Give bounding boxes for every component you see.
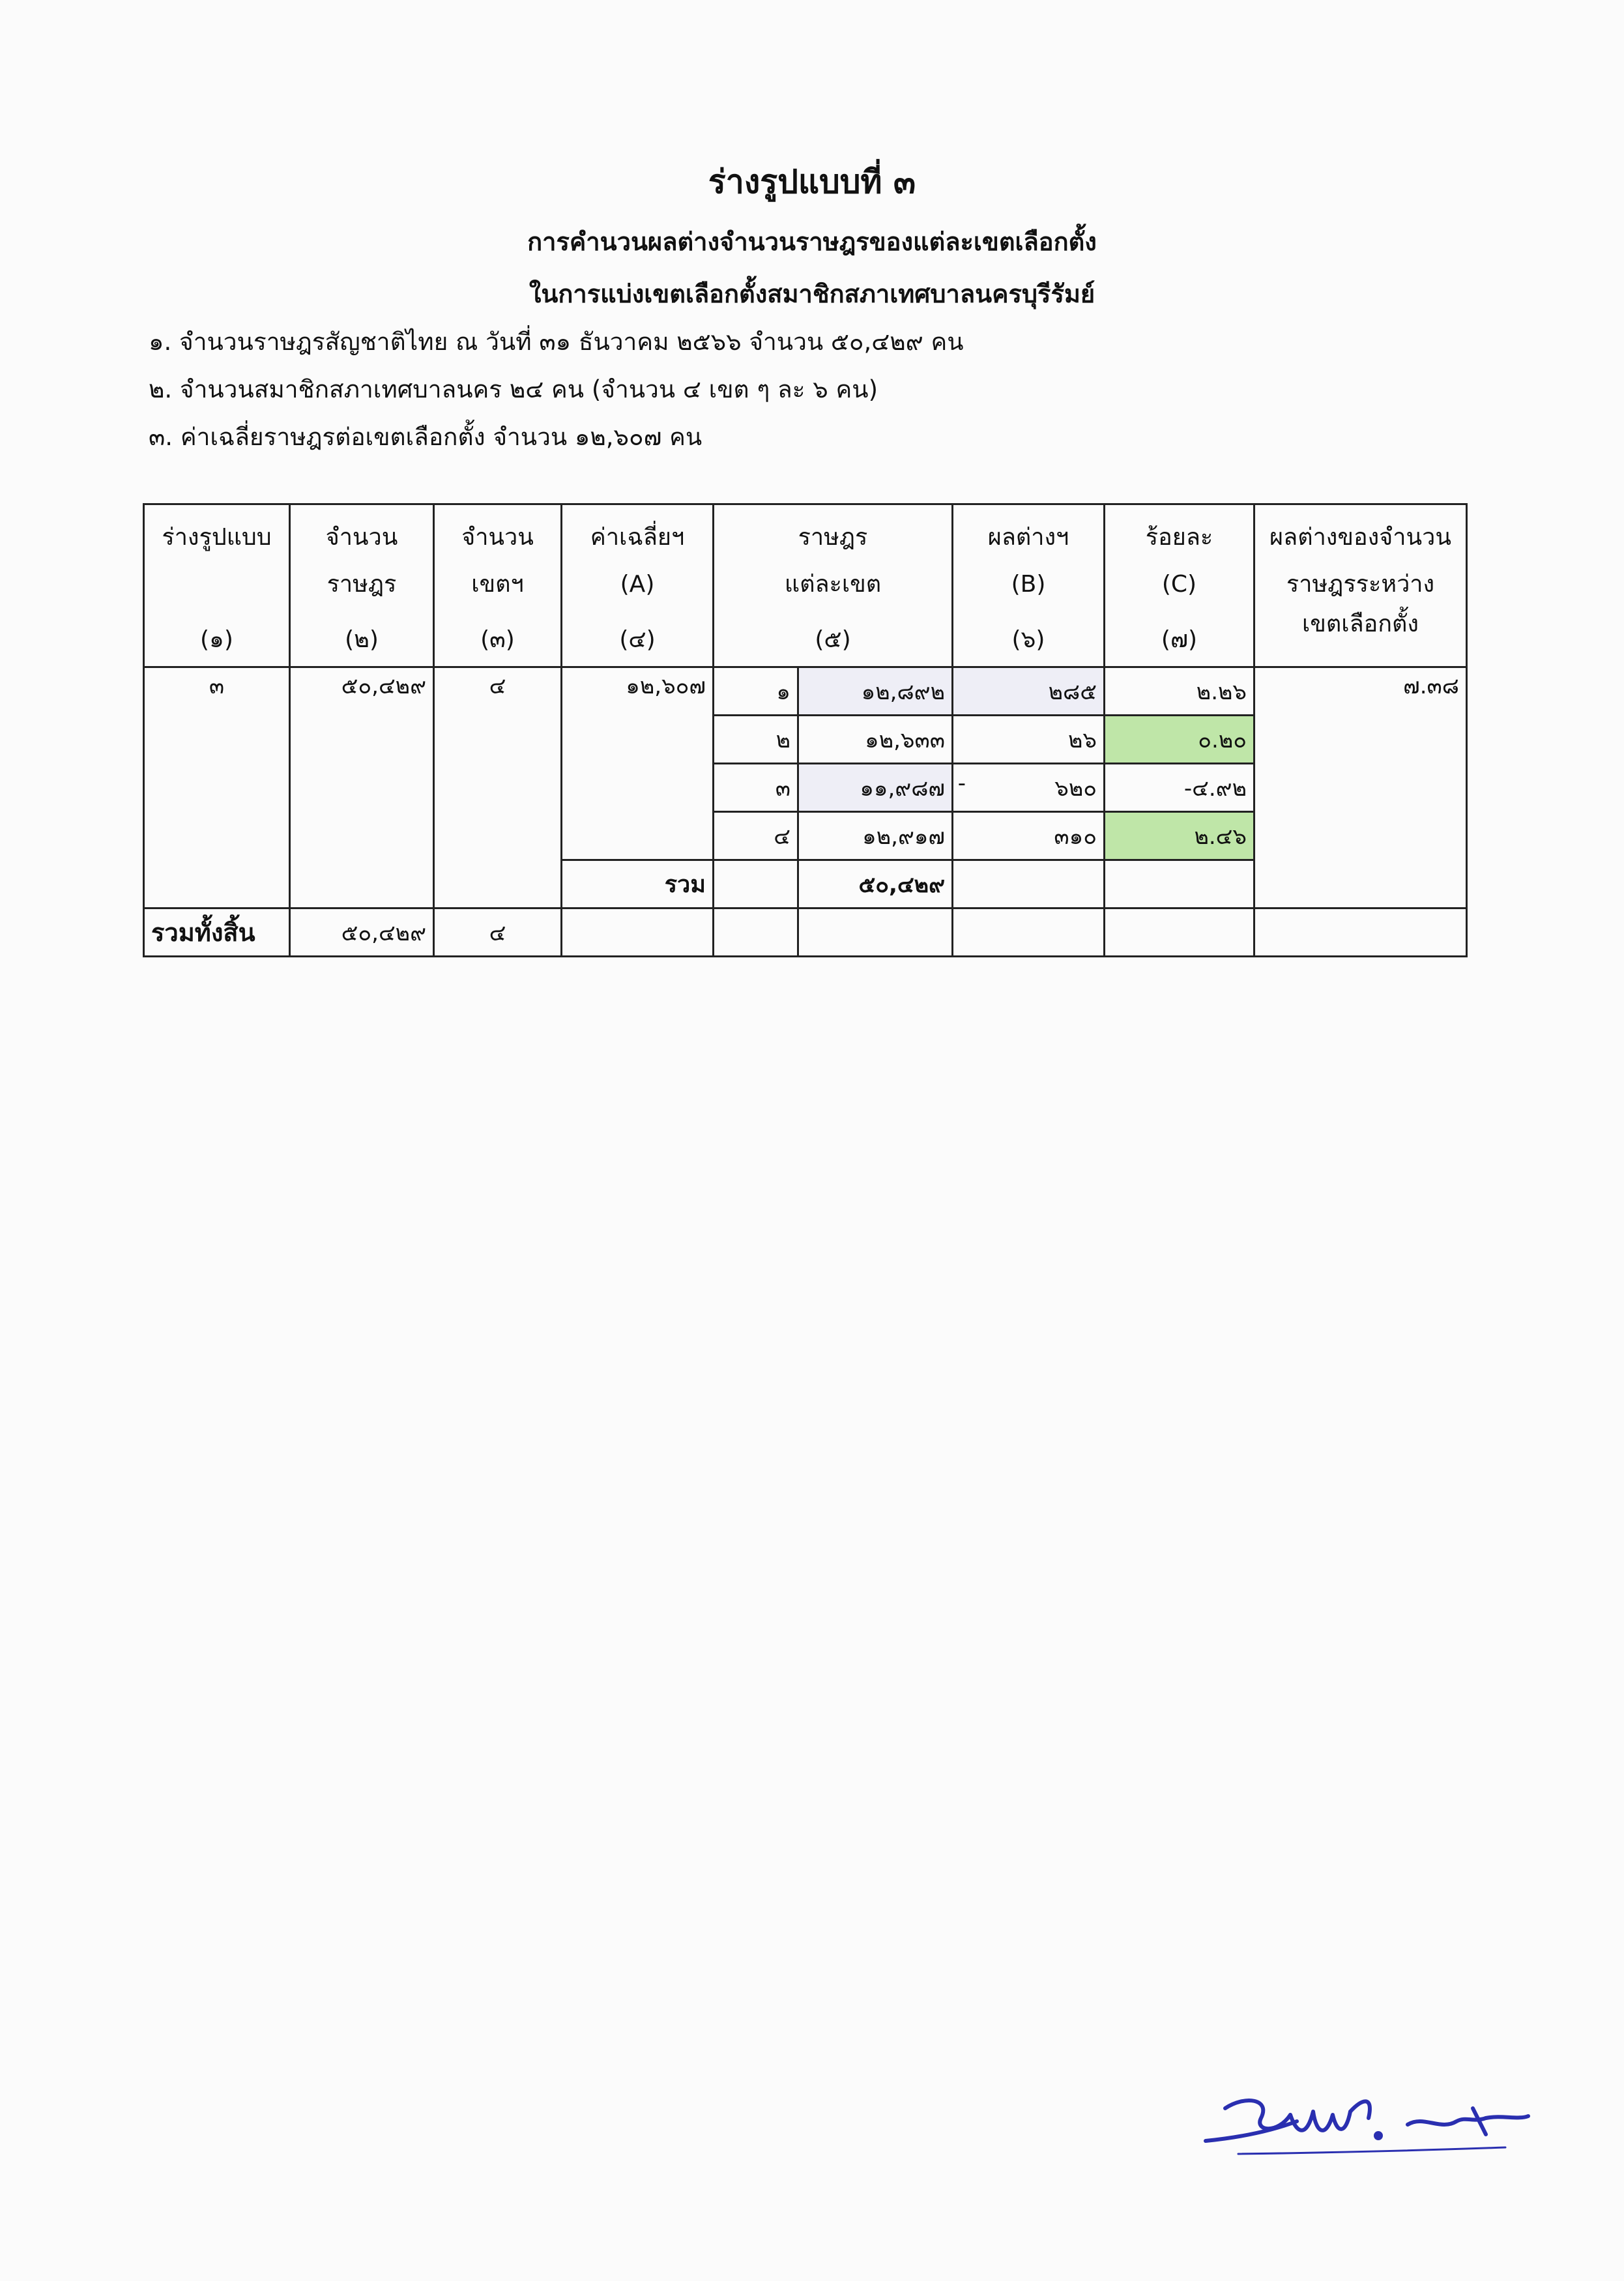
table-row (144, 667, 1467, 716)
sum-label: รวม (562, 860, 714, 908)
document-subtitle-1: การคำนวนผลต่างจำนวนราษฎรของแต่ละเขตเลือกตั้ง (527, 227, 1097, 256)
cell-district-population: ๑๒,๙๑๗ (798, 812, 953, 860)
table-header-row (144, 504, 1467, 667)
handwritten-signature (1199, 2069, 1538, 2167)
header-diff-between-line2: ราษฎรระหว่าง (1286, 571, 1435, 598)
header-population-num: (๒) (345, 626, 379, 653)
cell-empty (714, 860, 798, 908)
header-district-population-line1: ราษฎร (798, 524, 868, 551)
header-form-num: (๑) (200, 626, 233, 653)
info-line-population: ๑. จำนวนราษฎรสัญชาติไทย ณ วันที่ ๓๑ ธันวาคม ๒๕๖๖ จำนวน ๕๐,๔๒๙ คน (149, 328, 964, 356)
cell-district-population: ๑๒,๘๙๒ (798, 667, 953, 716)
cell-empty (562, 908, 714, 957)
cell-districts: ๔ (434, 667, 562, 908)
cell-percent: -๔.๙๒ (1105, 764, 1254, 812)
total-districts: ๔ (434, 908, 562, 957)
header-district-population-num: (๕) (815, 626, 851, 653)
header-average-num: (๔) (619, 626, 656, 653)
header-districts-num: (๓) (480, 626, 515, 653)
total-population: ๕๐,๔๒๙ (290, 908, 434, 957)
header-districts-line2: เขตฯ (471, 571, 524, 598)
header-districts-line1: จำนวน (461, 524, 534, 551)
header-difference (953, 504, 1105, 667)
cell-empty (714, 908, 798, 957)
cell-percent: ๒.๒๖ (1105, 667, 1254, 716)
header-difference-num: (๖) (1011, 626, 1045, 653)
cell-difference: ๒๘๕ (953, 667, 1105, 716)
header-average (562, 504, 714, 667)
cell-form: ๓ (144, 667, 290, 908)
district-population-value: ๑๑,๙๘๗ (860, 775, 945, 802)
header-diff-between (1254, 504, 1467, 667)
document-title: ร่างรูปแบบที่ ๓ (708, 163, 916, 201)
cell-district-no: ๑ (714, 667, 798, 716)
cell-average: ๑๒,๖๐๗ (562, 667, 714, 860)
cell-district-population: ๑๒,๖๓๓ (798, 716, 953, 764)
cell-difference: ๖๒๐ (953, 764, 1105, 812)
cell-difference: ๓๑๐ (953, 812, 1105, 860)
header-form (144, 504, 290, 667)
total-label: รวมทั้งสิ้น (144, 908, 290, 957)
header-population-line1: จำนวน (325, 524, 398, 551)
calculation-table (143, 503, 1468, 957)
cell-empty (1105, 908, 1254, 957)
header-population (290, 504, 434, 667)
header-form-label: ร่างรูปแบบ (162, 524, 272, 551)
header-district-population (714, 504, 953, 667)
cell-district-no: ๒ (714, 716, 798, 764)
cell-empty (1105, 860, 1254, 908)
header-diff-between-line1: ผลต่างของจำนวน (1269, 524, 1451, 551)
info-line-members: ๒. จำนวนสมาชิกสภาเทศบาลนคร ๒๔ คน (จำนวน ๔ เขต ๆ ละ ๖ คน) (149, 375, 878, 403)
header-percent-line2: (C) (1161, 571, 1197, 598)
header-difference-line1: ผลต่างฯ (987, 524, 1069, 551)
header-districts (434, 504, 562, 667)
header-percent-num: (๗) (1161, 626, 1198, 653)
cell-empty (953, 860, 1105, 908)
header-average-line2: (A) (620, 571, 655, 598)
header-percent-line1: ร้อยละ (1145, 524, 1213, 551)
cell-percent-highlighted: ๒.๔๖ (1105, 812, 1254, 860)
minus-sign: - (957, 770, 966, 796)
cell-district-no: ๔ (714, 812, 798, 860)
header-district-population-line2: แต่ละเขต (784, 571, 882, 598)
header-population-line2: ราษฎร (326, 571, 397, 598)
cell-population: ๕๐,๔๒๙ (290, 667, 434, 908)
cell-empty (1254, 908, 1467, 957)
cell-empty (953, 908, 1105, 957)
table-row-total (144, 908, 1467, 957)
cell-district-no: ๓ (714, 764, 798, 812)
cell-empty (798, 908, 953, 957)
cell-difference: ๒๖ (953, 716, 1105, 764)
cell-district-population (798, 764, 966, 812)
document-subtitle-2: ในการแบ่งเขตเลือกตั้งสมาชิกสภาเทศบาลนครบุรีรัมย์ (529, 280, 1095, 308)
header-percent (1105, 504, 1254, 667)
info-line-average: ๓. ค่าเฉลี่ยราษฎรต่อเขตเลือกตั้ง จำนวน ๑๒,๖๐๗ คน (149, 423, 703, 451)
cell-diff-between: ๗.๓๘ (1254, 667, 1467, 908)
header-average-line1: ค่าเฉลี่ยฯ (590, 524, 685, 551)
header-difference-line2: (B) (1011, 571, 1046, 598)
header-diff-between-line3: เขตเลือกตั้ง (1301, 611, 1419, 637)
sum-value: ๕๐,๔๒๙ (798, 860, 953, 908)
cell-percent-highlighted: ๐.๒๐ (1105, 716, 1254, 764)
